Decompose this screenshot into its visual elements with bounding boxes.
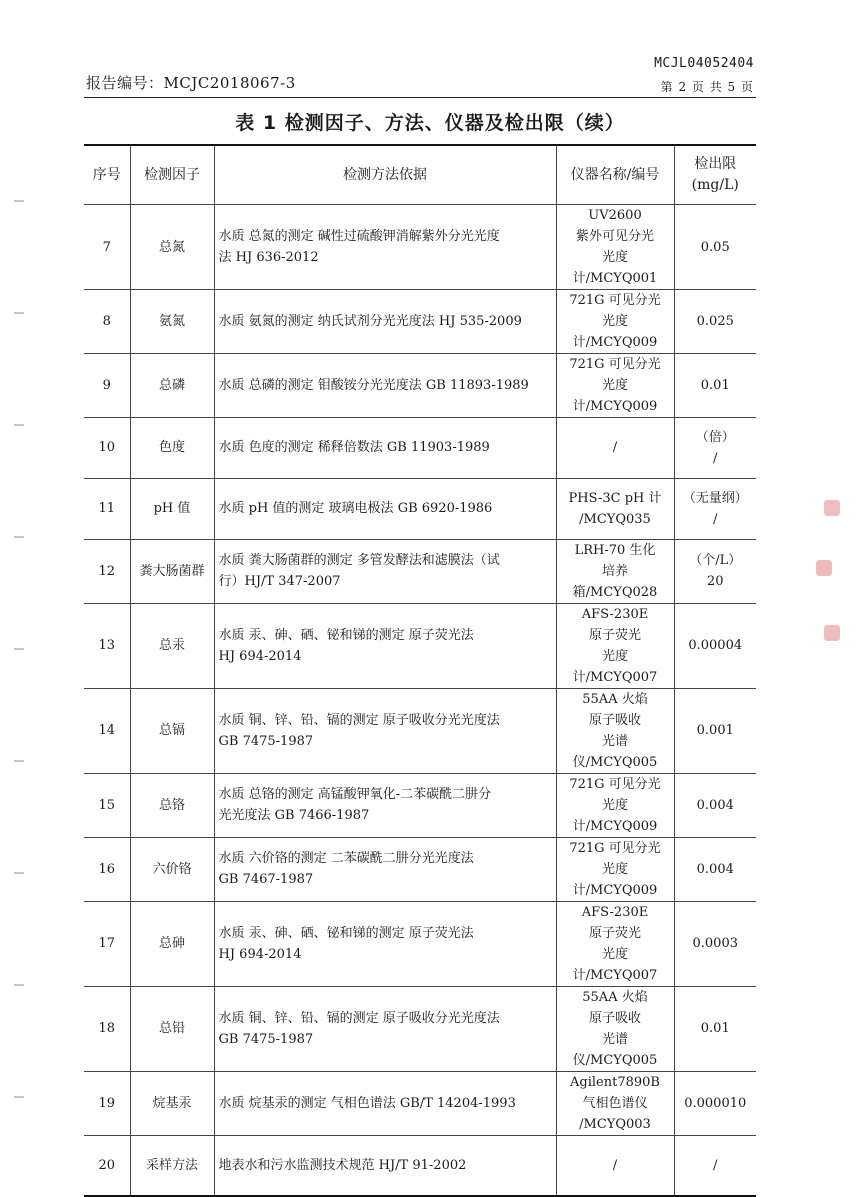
cell-instrument-line: 光度计/MCYQ009 bbox=[572, 314, 658, 350]
cell-instrument bbox=[556, 688, 674, 773]
cell-factor: 六价铬 bbox=[130, 837, 214, 901]
cell-limit bbox=[674, 837, 756, 901]
detection-table bbox=[84, 144, 756, 1197]
table-row bbox=[84, 603, 756, 688]
binding-mark bbox=[14, 200, 24, 202]
cell-method bbox=[214, 478, 556, 539]
cell-method-line: 水质 六价铬的测定 二苯碳酰二肼分光光度法 bbox=[218, 851, 474, 867]
binding-mark bbox=[14, 984, 24, 986]
cell-instrument bbox=[556, 1071, 674, 1135]
cell-limit-line: （无量纲） bbox=[682, 490, 748, 506]
cell-instrument bbox=[556, 986, 674, 1071]
cell-limit-line: 0.004 bbox=[696, 797, 734, 813]
table-row bbox=[84, 205, 756, 290]
document-code: MCJL04052404 bbox=[654, 56, 754, 71]
cell-instrument-line: / bbox=[612, 1157, 618, 1173]
cell-limit-line: / bbox=[713, 450, 718, 466]
cell-method-line: 水质 铜、锌、铅、镉的测定 原子吸收分光光度法 bbox=[218, 1010, 500, 1026]
cell-instrument-line: 紫外可见分光 bbox=[575, 229, 654, 244]
cell-no: 18 bbox=[84, 986, 130, 1071]
cell-method bbox=[214, 539, 556, 603]
binding-mark bbox=[14, 760, 24, 762]
cell-instrument bbox=[556, 290, 674, 354]
cell-limit bbox=[674, 1071, 756, 1135]
binding-mark bbox=[14, 1096, 24, 1098]
cell-no: 10 bbox=[84, 418, 130, 479]
cell-limit bbox=[674, 539, 756, 603]
cell-no: 7 bbox=[84, 205, 130, 290]
cell-factor: 烷基汞 bbox=[130, 1071, 214, 1135]
cell-method-line: 水质 汞、砷、硒、铋和锑的测定 原子荧光法 bbox=[218, 627, 474, 643]
cell-instrument-line: 原子荧光 bbox=[588, 925, 641, 941]
page-number: 第 2 页 共 5 页 bbox=[660, 80, 754, 94]
cell-method-line: HJ 694-2014 bbox=[218, 946, 302, 962]
cell-no: 19 bbox=[84, 1071, 130, 1135]
cell-limit bbox=[674, 290, 756, 354]
cell-no: 15 bbox=[84, 773, 130, 837]
cell-limit-line: 0.004 bbox=[696, 861, 734, 877]
cell-instrument-line: 光度计/MCYQ001 bbox=[572, 250, 658, 286]
cell-method-line: 水质 总磷的测定 钼酸铵分光光度法 GB 11893-1989 bbox=[218, 378, 529, 393]
cell-instrument-line: /MCYQ003 bbox=[579, 1116, 651, 1132]
cell-method-line: HJ 694-2014 bbox=[218, 648, 302, 664]
col-header-limit-label: 检出限 bbox=[694, 156, 737, 172]
cell-limit-line: / bbox=[713, 1157, 718, 1173]
cell-limit bbox=[674, 986, 756, 1071]
cell-instrument-line: AFS-230E bbox=[581, 606, 649, 622]
cell-method-line: 水质 pH 值的测定 玻璃电极法 GB 6920-1986 bbox=[218, 501, 493, 517]
cell-method bbox=[214, 1071, 556, 1135]
table-row bbox=[84, 1071, 756, 1135]
cell-instrument bbox=[556, 837, 674, 901]
cell-factor: 粪大肠菌群 bbox=[130, 539, 214, 603]
cell-method bbox=[214, 688, 556, 773]
cell-factor: 采样方法 bbox=[130, 1135, 214, 1196]
cell-no: 16 bbox=[84, 837, 130, 901]
binding-mark bbox=[14, 536, 24, 538]
cell-no: 12 bbox=[84, 539, 130, 603]
cell-no: 8 bbox=[84, 290, 130, 354]
table-title: 表 1 检测因子、方法、仪器及检出限（续） bbox=[235, 112, 625, 134]
cell-instrument-line: /MCYQ035 bbox=[579, 511, 651, 527]
cell-method bbox=[214, 603, 556, 688]
cell-instrument-line: 光度计/MCYQ007 bbox=[572, 648, 658, 685]
cell-limit-line: 20 bbox=[706, 574, 724, 590]
cell-instrument-line: 光度计/MCYQ009 bbox=[572, 861, 658, 898]
cell-no: 14 bbox=[84, 688, 130, 773]
cell-instrument-line: AFS-230E bbox=[581, 904, 649, 920]
col-header-no: 序号 bbox=[84, 145, 130, 205]
cell-instrument-line: 原子吸收 bbox=[588, 1010, 641, 1026]
cell-limit-line: 0.01 bbox=[700, 378, 730, 393]
report-number: 报告编号：MCJC2018067-3 bbox=[86, 74, 296, 92]
table-body bbox=[84, 205, 756, 1196]
cell-method-line: 水质 总氮的测定 碱性过硫酸钾消解紫外分光光度 bbox=[218, 229, 500, 244]
cell-limit bbox=[674, 603, 756, 688]
cell-instrument-line: 培养箱/MCYQ028 bbox=[572, 563, 658, 600]
col-header-method: 检测方法依据 bbox=[214, 145, 556, 205]
cell-instrument-line: 气相色谱仪 bbox=[582, 1095, 648, 1111]
table-row bbox=[84, 418, 756, 479]
cell-limit bbox=[674, 1135, 756, 1196]
table-header-row bbox=[84, 145, 756, 205]
cell-method-line: 光光度法 GB 7466-1987 bbox=[218, 808, 370, 824]
cell-instrument-line: 光度计/MCYQ009 bbox=[572, 378, 658, 414]
cell-limit bbox=[674, 901, 756, 986]
cell-method-line: GB 7467-1987 bbox=[218, 872, 314, 888]
cell-instrument-line: 55AA 火焰 bbox=[582, 691, 648, 707]
cell-method-line: 水质 铜、锌、铅、镉的测定 原子吸收分光光度法 bbox=[218, 712, 500, 728]
cell-limit-line: （个/L） bbox=[689, 553, 742, 569]
col-header-factor: 检测因子 bbox=[130, 145, 214, 205]
cell-method-line: 法 HJ 636-2012 bbox=[218, 250, 319, 265]
cell-factor: 色度 bbox=[130, 418, 214, 479]
binding-mark bbox=[14, 424, 24, 426]
detection-table-container bbox=[84, 144, 756, 1197]
cell-method-line: 水质 粪大肠菌群的测定 多管发酵法和滤膜法（试 bbox=[218, 553, 500, 569]
cell-limit bbox=[674, 418, 756, 479]
cell-method-line: 水质 总铬的测定 高锰酸钾氧化-二苯碳酰二肼分 bbox=[218, 787, 492, 803]
table-row bbox=[84, 539, 756, 603]
header-divider bbox=[84, 97, 756, 98]
cell-method-line: 水质 氨氮的测定 纳氏试剂分光光度法 HJ 535-2009 bbox=[218, 314, 522, 329]
cell-instrument-line: 721G 可见分光 bbox=[569, 357, 661, 372]
cell-instrument bbox=[556, 1135, 674, 1196]
cell-factor: 总镉 bbox=[130, 688, 214, 773]
table-row bbox=[84, 478, 756, 539]
cell-no: 11 bbox=[84, 478, 130, 539]
cell-method bbox=[214, 773, 556, 837]
cell-limit-line: 0.0003 bbox=[692, 936, 738, 952]
cell-instrument-line: 光度计/MCYQ009 bbox=[572, 797, 658, 834]
cell-method bbox=[214, 1135, 556, 1196]
cell-instrument bbox=[556, 478, 674, 539]
cell-instrument bbox=[556, 205, 674, 290]
cell-limit-line: （倍） bbox=[695, 429, 735, 445]
table-row bbox=[84, 290, 756, 354]
cell-instrument-line: 721G 可见分光 bbox=[569, 840, 661, 856]
cell-limit bbox=[674, 688, 756, 773]
cell-limit-line: 0.025 bbox=[696, 314, 734, 329]
cell-instrument-line: 721G 可见分光 bbox=[569, 293, 661, 308]
binding-mark bbox=[14, 648, 24, 650]
cell-instrument-line: / bbox=[612, 440, 618, 456]
cell-method bbox=[214, 354, 556, 418]
cell-factor: pH 值 bbox=[130, 478, 214, 539]
table-row bbox=[84, 901, 756, 986]
cell-factor: 总铅 bbox=[130, 986, 214, 1071]
cell-instrument-line: 721G 可见分光 bbox=[569, 776, 661, 792]
cell-factor: 总汞 bbox=[130, 603, 214, 688]
cell-instrument-line: UV2600 bbox=[588, 208, 642, 223]
table-row bbox=[84, 354, 756, 418]
cell-instrument-line: 光谱仪/MCYQ005 bbox=[572, 1031, 658, 1068]
cell-no: 13 bbox=[84, 603, 130, 688]
cell-method-line: GB 7475-1987 bbox=[218, 733, 314, 749]
cell-instrument-line: 55AA 火焰 bbox=[582, 989, 648, 1005]
cell-no: 9 bbox=[84, 354, 130, 418]
cell-method-line: 地表水和污水监测技术规范 HJ/T 91-2002 bbox=[218, 1157, 467, 1173]
table-row bbox=[84, 837, 756, 901]
table-row bbox=[84, 688, 756, 773]
cell-instrument bbox=[556, 773, 674, 837]
cell-instrument-line: 原子吸收 bbox=[588, 712, 641, 728]
cell-limit bbox=[674, 773, 756, 837]
col-header-limit bbox=[674, 145, 756, 205]
cell-instrument-line: 光谱仪/MCYQ005 bbox=[572, 733, 658, 770]
cell-instrument bbox=[556, 354, 674, 418]
cell-method bbox=[214, 986, 556, 1071]
cell-method-line: 水质 烷基汞的测定 气相色谱法 GB/T 14204-1993 bbox=[218, 1095, 516, 1111]
cell-method-line: GB 7475-1987 bbox=[218, 1031, 314, 1047]
cell-instrument bbox=[556, 418, 674, 479]
table-row bbox=[84, 986, 756, 1071]
table-row bbox=[84, 1135, 756, 1196]
cell-limit bbox=[674, 478, 756, 539]
cell-factor: 总磷 bbox=[130, 354, 214, 418]
cell-instrument-line: 光度计/MCYQ007 bbox=[572, 946, 658, 983]
col-header-limit-unit: (mg/L) bbox=[691, 177, 739, 193]
cell-method bbox=[214, 290, 556, 354]
cell-factor: 总砷 bbox=[130, 901, 214, 986]
cell-method bbox=[214, 901, 556, 986]
cell-method bbox=[214, 837, 556, 901]
cell-instrument-line: PHS-3C pH 计 bbox=[568, 490, 662, 506]
cell-no: 20 bbox=[84, 1135, 130, 1196]
cell-method bbox=[214, 418, 556, 479]
cell-method bbox=[214, 205, 556, 290]
col-header-instrument: 仪器名称/编号 bbox=[556, 145, 674, 205]
cell-limit-line: 0.00004 bbox=[688, 638, 743, 654]
cell-limit-line: 0.001 bbox=[696, 723, 734, 739]
seal-stamp-fragment bbox=[816, 560, 832, 576]
cell-factor: 氨氮 bbox=[130, 290, 214, 354]
cell-factor: 总氮 bbox=[130, 205, 214, 290]
cell-limit-line: 0.05 bbox=[700, 239, 730, 255]
seal-stamp-fragment bbox=[824, 500, 840, 516]
seal-stamp-fragment bbox=[824, 625, 840, 641]
binding-mark bbox=[14, 872, 24, 874]
binding-mark bbox=[14, 312, 24, 314]
cell-instrument-line: LRH-70 生化 bbox=[574, 542, 656, 558]
cell-limit-line: 0.000010 bbox=[684, 1095, 747, 1111]
cell-instrument bbox=[556, 603, 674, 688]
cell-method-line: 行）HJ/T 347-2007 bbox=[218, 574, 341, 590]
cell-instrument bbox=[556, 901, 674, 986]
table-row bbox=[84, 773, 756, 837]
cell-limit bbox=[674, 354, 756, 418]
cell-limit-line: / bbox=[713, 511, 718, 527]
cell-method-line: 水质 色度的测定 稀释倍数法 GB 11903-1989 bbox=[218, 440, 490, 456]
cell-limit-line: 0.01 bbox=[700, 1021, 730, 1037]
cell-method-line: 水质 汞、砷、硒、铋和锑的测定 原子荧光法 bbox=[218, 925, 474, 941]
cell-limit bbox=[674, 205, 756, 290]
cell-instrument-line: Agilent7890B bbox=[570, 1074, 660, 1090]
cell-no: 17 bbox=[84, 901, 130, 986]
cell-instrument-line: 原子荧光 bbox=[588, 627, 641, 643]
cell-factor: 总铬 bbox=[130, 773, 214, 837]
cell-instrument bbox=[556, 539, 674, 603]
